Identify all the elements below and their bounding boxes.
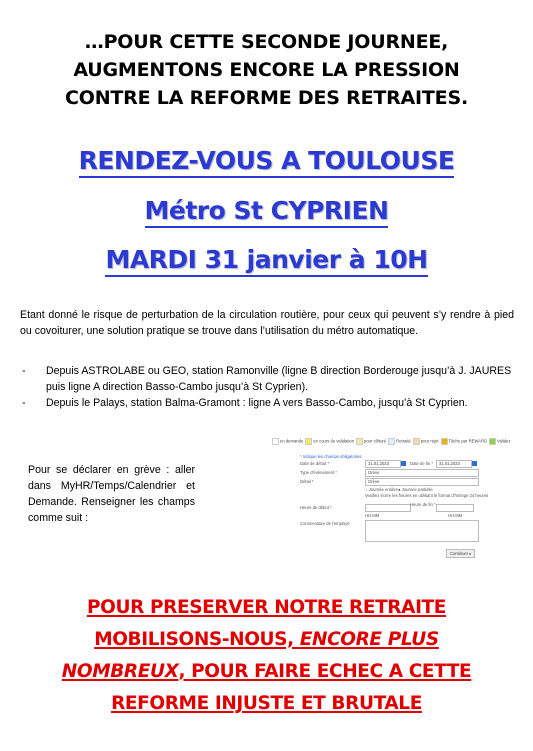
route-item-astrolabe: - Depuis ASTROLABE ou GEO, station Ramonville (ligne B direction Borderouge jusqu’à J. JAURES puis ligne A direction Basso-Cambo jusqu’à St Cyprien). bbox=[20, 363, 514, 395]
legend-label: pour rejet bbox=[420, 438, 439, 444]
legend-label: Validez bbox=[497, 438, 511, 444]
required-note: * Indique les champs obligatoires bbox=[300, 454, 362, 459]
heading bbox=[0, 28, 533, 112]
calendar-icon[interactable] bbox=[472, 461, 477, 466]
start-time-input[interactable] bbox=[365, 504, 411, 512]
legend-swatch bbox=[489, 438, 496, 445]
rdv-line-2: Métro St CYPRIEN bbox=[0, 196, 533, 226]
end-time-hint: HH:MM bbox=[448, 513, 463, 518]
legend-swatch bbox=[441, 438, 448, 445]
closing-line-1: POUR PRESERVER NOTRE RETRAITE bbox=[86, 597, 447, 618]
strike-instructions: Pour se déclarer en grève : aller dans MyHR/Temps/Calendrier et Demande. Renseigner les champs comme suit : bbox=[28, 464, 195, 524]
legend-swatch bbox=[388, 438, 395, 445]
legend-label: en demande bbox=[280, 438, 304, 444]
legend-label: Tâche par REWARD bbox=[448, 438, 488, 444]
route-item-palays: - Depuis le Palays, station Balma-Gramont : ligne A vers Basso-Cambo, jusqu’à St Cyprien. bbox=[20, 395, 514, 411]
time-format-note: Veuillez écrire les heures en utilisant le format d'horloge 24 heures bbox=[365, 493, 489, 498]
radio-full-day[interactable]: ○ Journée entière bbox=[365, 487, 398, 492]
legend-swatch bbox=[272, 438, 279, 445]
start-time-label: Heure de début * bbox=[300, 505, 332, 510]
rdv-line-1: RENDEZ-VOUS A TOULOUSE bbox=[0, 146, 533, 176]
start-date-input[interactable]: 31.01.2023 bbox=[365, 460, 401, 468]
legend-swatch bbox=[305, 438, 312, 445]
closing-line-2: MOBILISONS-NOUS, ENCORE PLUS bbox=[94, 629, 439, 650]
comment-label: Commentaire de l'employé bbox=[300, 521, 350, 526]
route-list bbox=[20, 363, 514, 411]
heading-line-1: …POUR CETTE SECONDE JOURNEE, bbox=[84, 31, 449, 53]
start-time-hint: HH:MM bbox=[365, 513, 380, 518]
closing-line-4: REFORME INJUSTE ET BRUTALE bbox=[111, 693, 422, 714]
legend-label: Retraité bbox=[396, 438, 411, 444]
event-type-label: Type d'événement * bbox=[300, 470, 337, 475]
calendar-icon[interactable] bbox=[401, 461, 406, 466]
end-date-input[interactable]: 31.01.2023 bbox=[436, 460, 472, 468]
event-type-select[interactable]: Grève bbox=[365, 469, 479, 477]
start-date-label: Date de début * bbox=[300, 461, 330, 466]
legend-label: pour clôturé bbox=[364, 438, 387, 444]
legend-swatch bbox=[356, 438, 363, 445]
heading-line-3: CONTRE LA REFORME DES RETRAITES. bbox=[65, 87, 468, 109]
intro-paragraph: Etant donné le risque de perturbation de la circulation routière, pour ceux qui peuvent s’y rendre à pied ou covoiturer, une solution pratique se trouve dans l’utilisation du métro automatique. bbox=[20, 309, 514, 337]
detail-label: Détail * bbox=[300, 479, 314, 484]
myhr-form-screenshot bbox=[270, 438, 511, 560]
detail-select[interactable]: Grève bbox=[365, 478, 479, 486]
end-date-label: Date de fin * bbox=[410, 461, 434, 466]
rdv-line-3: MARDI 31 janvier à 10H bbox=[0, 245, 533, 275]
comment-textarea[interactable] bbox=[365, 520, 479, 542]
legend-label: en cours de validation bbox=[313, 438, 355, 444]
status-legend bbox=[270, 438, 511, 445]
legend-swatch bbox=[413, 438, 420, 445]
heading-line-2: AUGMENTONS ENCORE LA PRESSION bbox=[73, 59, 460, 81]
end-time-label: Heure de fin * bbox=[410, 502, 436, 507]
radio-partial-day[interactable]: ● Journée partielle bbox=[398, 487, 433, 492]
continue-button[interactable]: Continuer ▸ bbox=[446, 549, 475, 558]
closing-line-3: NOMBREUX, POUR FAIRE ECHEC A CETTE bbox=[61, 661, 472, 682]
end-time-input[interactable] bbox=[436, 504, 474, 512]
